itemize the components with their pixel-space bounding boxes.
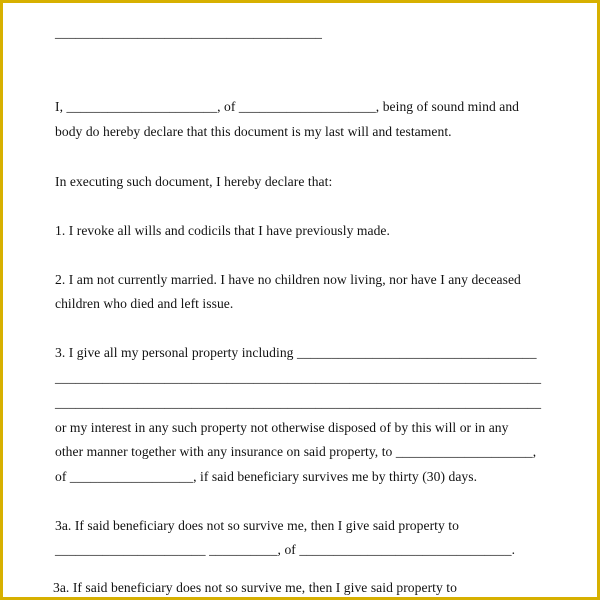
executing-intro: In executing such document, I hereby declare that: [55,174,333,189]
clause-3a-line-1: 3a. If said beneficiary does not so survive me, then I give said property to [55,518,459,533]
declaration-line-1: I, ______________________, of ____________________, being of sound mind and [55,99,520,114]
clause-3-line-5: other manner together with any insurance on said property, to ____________________, [55,444,537,459]
clause-3-line-4: or my interest in any such property not otherwise disposed of by this will or in any [55,420,509,435]
declaration-line-2: body do hereby declare that this document is my last will and testament. [55,124,452,139]
clause-3a-repeat: 3a. If said beneficiary does not so survive me, then I give said property to [53,580,457,595]
clause-3-line-6: of __________________, if said beneficiary survives me by thirty (30) days. [55,469,478,484]
clause-3-blank-1: _______________________________________________________________________ [55,370,542,385]
clause-3-line-1: 3. I give all my personal property including ___________________________________ [55,345,537,360]
signature-blank-line: _______________________________________ [55,25,323,40]
clause-3-blank-2: _______________________________________________________________________ [55,395,542,410]
clause-3a-line-2: ______________________ __________, of _______________________________. [55,542,516,557]
clause-1: 1. I revoke all wills and codicils that I have previously made. [55,223,390,238]
clause-2-line-1: 2. I am not currently married. I have no children now living, nor have I any deceased [55,272,521,287]
will-document [3,3,597,597]
clause-2-line-2: children who died and left issue. [55,296,234,311]
